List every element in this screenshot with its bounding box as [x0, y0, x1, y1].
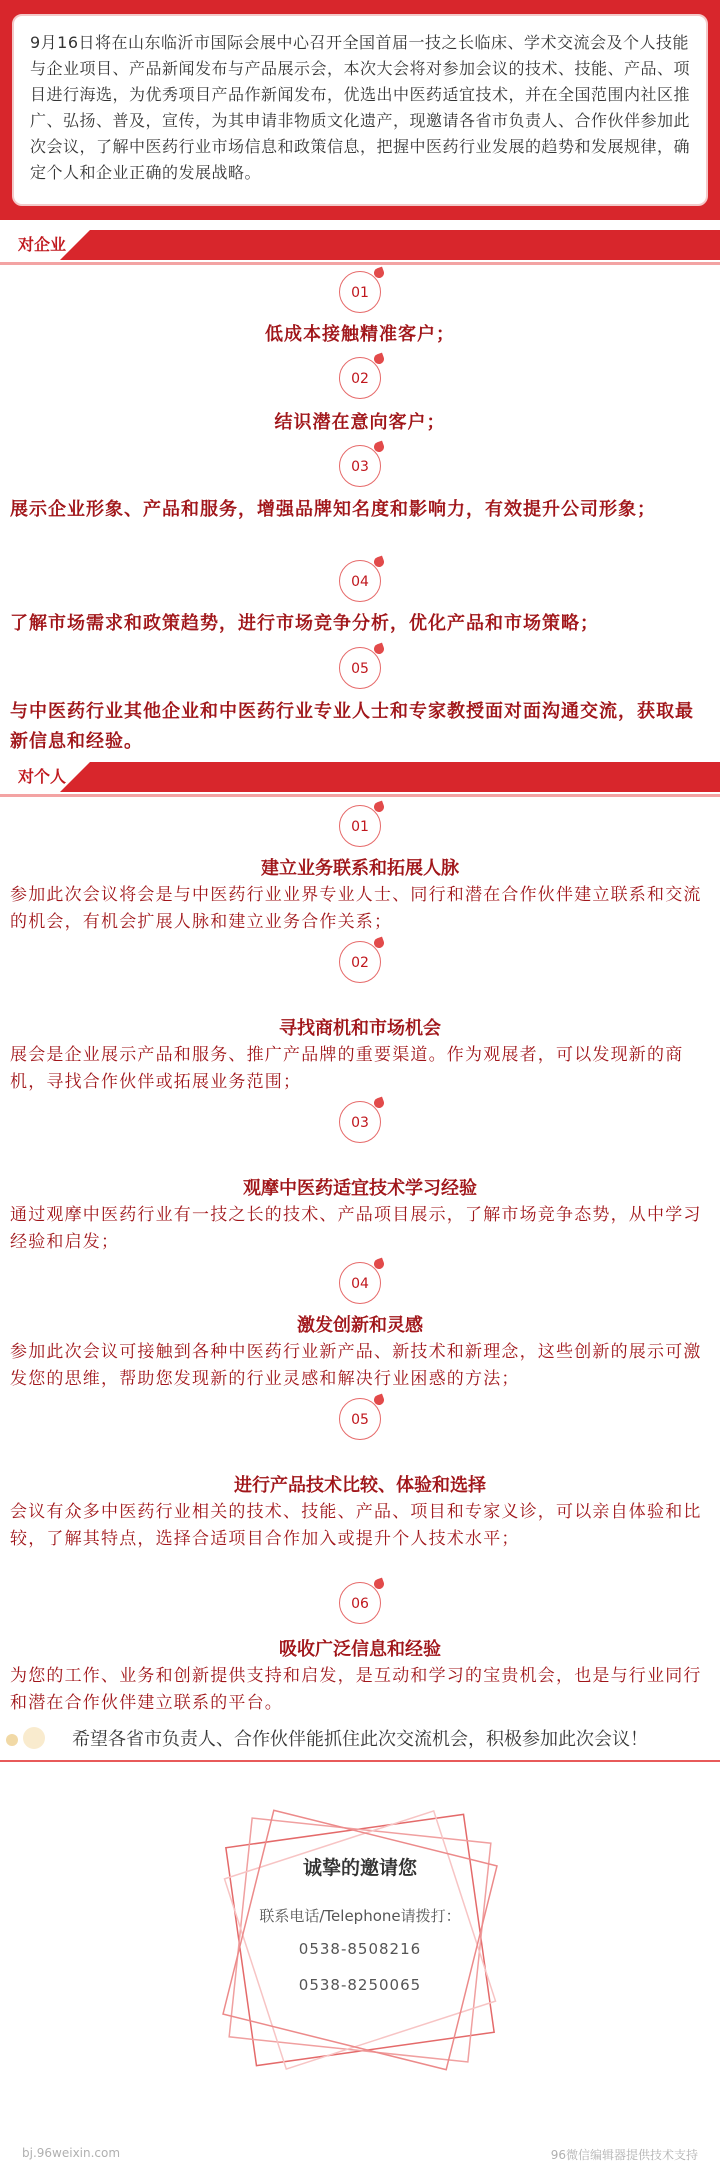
- personal-item-desc: 会议有众多中医药行业相关的技术、技能、产品、项目和专家义诊，可以亲自体验和比较，了解其特点，选择合适项目合作加入或提升个人技术水平；: [10, 1502, 702, 1549]
- number-badge: 05: [339, 1398, 381, 1440]
- phone-number[interactable]: 0538-8508216: [298, 1940, 422, 1958]
- number-badge: 06: [339, 1582, 381, 1624]
- footer-credit: 96微信编辑器提供技术支持: [550, 2148, 698, 2162]
- enterprise-item: 低成本接触精准客户；: [265, 324, 455, 345]
- bubbles-icon: [4, 1726, 54, 1754]
- personal-item-title: 寻找商机和市场机会: [279, 1018, 441, 1039]
- number-badge: 04: [339, 1262, 381, 1304]
- enterprise-item: 与中医药行业其他企业和中医药行业专业人士和专家教授面对面沟通交流，获取最新信息和经验。: [10, 701, 694, 752]
- intro-text: 9月16日将在山东临沂市国际会展中心召开全国首届一技之长临床、学术交流会及个人技能与企业项目、产品新闻发布与产品展示会，本次大会将对参加会议的技术、技能、产品、项目进行海选，为优秀项目产品作新闻发布，优选出中医药适宜技术，并在全国范围内社区推广、弘扬、普及，宣传，为其申请非物质文化遗产，现邀请各省市负责人、合作伙伴参加此次会议，了解中医药行业市场信息和政策信息，把握中医药行业发展的趋势和发展规律，确定个人和企业正确的发展战略。: [12, 14, 708, 206]
- invite-title: 诚挚的邀请您: [302, 1857, 417, 1879]
- section-label: 对个人: [18, 767, 67, 786]
- enterprise-item: 展示企业形象、产品和服务，增强品牌知名度和影响力，有效提升公司形象；: [10, 499, 656, 520]
- personal-item-title: 观摩中医药适宜技术学习经验: [243, 1178, 477, 1199]
- personal-item-desc: 通过观摩中医药行业有一技之长的技术、产品项目展示，了解市场竞争态势，从中学习经验和启发；: [10, 1205, 702, 1252]
- divider: [0, 1760, 720, 1762]
- closing-message: [0, 1722, 720, 1758]
- footer-site-link[interactable]: bj.96weixin.com: [22, 2146, 121, 2160]
- enterprise-item: 了解市场需求和政策趋势，进行市场竞争分析，优化产品和市场策略；: [10, 613, 599, 634]
- phone-number[interactable]: 0538-8250065: [298, 1976, 422, 1994]
- personal-item-title: 激发创新和灵感: [297, 1315, 423, 1336]
- personal-item-desc: 为您的工作、业务和创新提供支持和启发，是互动和学习的宝贵机会，也是与行业同行和潜在合作伙伴建立联系的平台。: [10, 1666, 702, 1713]
- footer: [0, 2146, 720, 2168]
- section-header-personal: [0, 762, 720, 792]
- number-badge: 04: [339, 560, 381, 602]
- personal-item-title: 建立业务联系和拓展人脉: [261, 858, 459, 879]
- personal-item-desc: 参加此次会议将会是与中医药行业业界专业人士、同行和潜在合作伙伴建立联系和交流的机会，有机会扩展人脉和建立业务合作关系；: [10, 885, 702, 932]
- number-badge: 03: [339, 445, 381, 487]
- section-label: 对企业: [18, 235, 67, 254]
- personal-item-desc: 展会是企业展示产品和服务、推广产品牌的重要渠道。作为观展者，可以发现新的商机，寻找合作伙伴或拓展业务范围；: [10, 1045, 684, 1092]
- intro-banner: [0, 0, 720, 220]
- personal-item-title: 进行产品技术比较、体验和选择: [234, 1475, 486, 1496]
- number-badge: 01: [339, 805, 381, 847]
- number-badge: 01: [339, 271, 381, 313]
- enterprise-item: 结识潜在意向客户；: [274, 412, 446, 433]
- number-badge: 05: [339, 647, 381, 689]
- number-badge: 03: [339, 1101, 381, 1143]
- personal-item-desc: 参加此次会议可接触到各种中医药行业新产品、新技术和新理念，这些创新的展示可激发您的思维，帮助您发现新的行业灵感和解决行业困惑的方法；: [10, 1342, 702, 1389]
- number-badge: 02: [339, 357, 381, 399]
- invite-phone-label: 联系电话/Telephone请拨打：: [259, 1907, 461, 1925]
- section-header-enterprise: [0, 230, 720, 260]
- closing-text: 希望各省市负责人、合作伙伴能抓住此次交流机会，积极参加此次会议！: [72, 1729, 648, 1750]
- number-badge: 02: [339, 941, 381, 983]
- personal-item-title: 吸收广泛信息和经验: [279, 1639, 441, 1660]
